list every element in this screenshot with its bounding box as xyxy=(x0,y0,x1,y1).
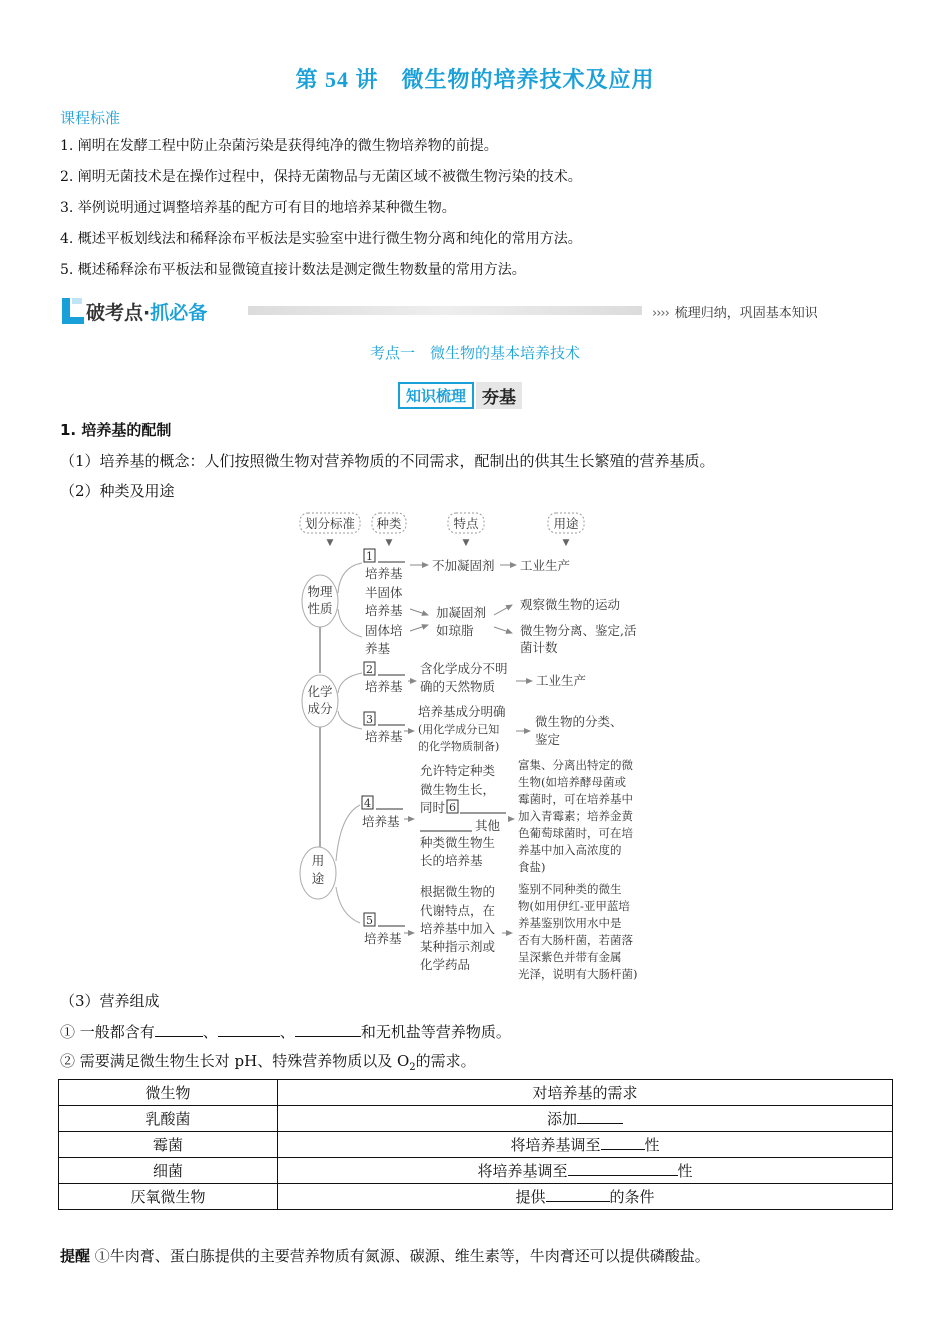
svg-text:养基中加入高浓度的: 养基中加入高浓度的 xyxy=(518,843,622,857)
svg-text:否有大肠杆菌，若菌落: 否有大肠杆菌，若菌落 xyxy=(518,933,633,947)
svg-text:▼: ▼ xyxy=(385,538,393,548)
svg-text:2: 2 xyxy=(366,663,373,676)
node-type-3: 培养基 xyxy=(365,729,403,744)
knowledge-badge-suffix: 夯基 xyxy=(476,382,522,409)
tip-text: ①牛肉膏、蛋白胨提供的主要营养物质有氮源、碳源、维生素等，牛肉膏还可以提供磷酸盐。 xyxy=(94,1247,710,1265)
fill-blank[interactable] xyxy=(568,1161,678,1176)
svg-text:1: 1 xyxy=(366,550,373,563)
svg-text:加凝固剂: 加凝固剂 xyxy=(436,605,487,620)
fill-blank[interactable] xyxy=(218,1022,280,1037)
standard-item: 1. 阐明在发酵工程中防止杂菌污染是获得纯净的微生物培养物的前提。 xyxy=(60,138,498,154)
svg-text:养基: 养基 xyxy=(365,641,391,656)
fill-blank[interactable] xyxy=(155,1022,203,1037)
svg-text:鉴别不同种类的微生: 鉴别不同种类的微生 xyxy=(518,882,622,896)
svg-text:5: 5 xyxy=(366,914,373,927)
svg-text:性质: 性质 xyxy=(307,601,333,616)
fill-blank[interactable] xyxy=(577,1109,623,1124)
svg-text:▼: ▼ xyxy=(462,538,470,548)
section-banner xyxy=(62,296,207,326)
node-type-1: 培养基 xyxy=(365,566,403,581)
svg-text:培养基中加入: 培养基中加入 xyxy=(420,921,496,936)
table-header-cell: 微生物 xyxy=(59,1080,278,1106)
svg-text:6: 6 xyxy=(449,801,456,814)
nutrition-line-1: ① 一般都含有 、 、 和无机盐等营养物质。 xyxy=(60,1023,511,1041)
knowledge-badge xyxy=(398,382,522,408)
fill-blank[interactable] xyxy=(295,1022,361,1037)
svg-text:化学药品: 化学药品 xyxy=(420,957,471,972)
svg-text:观察微生物的运动: 观察微生物的运动 xyxy=(520,597,621,612)
svg-text:根据微生物的: 根据微生物的 xyxy=(420,884,496,899)
section-heading: 1. 培养基的配制 xyxy=(60,421,172,439)
table-header-cell: 对培养基的需求 xyxy=(278,1080,893,1106)
knowledge-badge-label: 知识梳理 xyxy=(398,382,474,409)
svg-text:培养基: 培养基 xyxy=(365,603,403,618)
svg-text:其他: 其他 xyxy=(475,818,501,833)
chevrons-icon: ›››› xyxy=(652,306,669,321)
header-use: 用途 xyxy=(553,516,579,531)
svg-text:养基鉴别饮用水中是: 养基鉴别饮用水中是 xyxy=(518,916,622,930)
svg-text:工业生产: 工业生产 xyxy=(520,558,571,573)
svg-text:的化学物质制备): 的化学物质制备) xyxy=(418,740,500,753)
banner-subtitle xyxy=(652,302,818,321)
svg-text:确的天然物质: 确的天然物质 xyxy=(420,679,496,694)
table-header-row xyxy=(59,1080,893,1106)
paragraph-types: （2）种类及用途 xyxy=(60,482,175,500)
table-row: 细菌 将培养基调至 性 xyxy=(59,1158,893,1184)
svg-text:色葡萄球菌时，可在培: 色葡萄球菌时，可在培 xyxy=(518,826,633,840)
culture-medium-diagram xyxy=(0,505,950,985)
svg-text:呈深紫色并带有金属: 呈深紫色并带有金属 xyxy=(518,950,622,964)
svg-text:菌计数: 菌计数 xyxy=(520,640,558,655)
svg-text:固体培: 固体培 xyxy=(365,623,403,638)
svg-text:4: 4 xyxy=(364,797,371,810)
svg-text:如琼脂: 如琼脂 xyxy=(436,623,474,638)
header-type: 种类 xyxy=(376,516,402,531)
svg-text:鉴定: 鉴定 xyxy=(535,732,561,747)
banner-title-part2: 抓必备 xyxy=(150,301,208,324)
standard-item: 5. 概述稀释涂布平板法和显微镜直接计数法是测定微生物数量的常用方法。 xyxy=(60,262,526,278)
banner-title-part1: 破考点· xyxy=(86,301,151,324)
banner-bracket-icon xyxy=(62,298,82,324)
header-criteria: 划分标准 xyxy=(304,516,356,531)
svg-text:微生物生长，: 微生物生长， xyxy=(420,782,496,797)
svg-text:富集、分离出特定的微: 富集、分离出特定的微 xyxy=(518,758,633,772)
standard-item: 3. 举例说明通过调整培养基的配方可有目的地培养某种微生物。 xyxy=(60,200,456,216)
node-type-4: 培养基 xyxy=(362,814,400,829)
nutrition-line-2: ② 需要满足微生物生长对 pH、特殊营养物质以及 $O_2$的需求。 xyxy=(60,1052,476,1073)
svg-text:微生物的分类、: 微生物的分类、 xyxy=(535,714,623,729)
svg-text:▼: ▼ xyxy=(326,538,334,548)
svg-text:途: 途 xyxy=(311,871,325,886)
standards-heading: 课程标准 xyxy=(60,109,121,127)
svg-text:长的培养基: 长的培养基 xyxy=(420,853,483,868)
svg-text:培养基成分明确: 培养基成分明确 xyxy=(418,704,506,719)
banner-bar xyxy=(248,306,642,315)
requirements-table xyxy=(58,1079,893,1210)
paragraph-concept: （1）培养基的概念：人们按照微生物对营养物质的不同需求，配制出的供其生长繁殖的营养基质。 xyxy=(60,452,715,470)
header-feature: 特点 xyxy=(453,516,479,531)
banner-subtitle-text: 梳理归纳，巩固基本知识 xyxy=(674,306,818,321)
table-row: 霉菌 将培养基调至 性 xyxy=(59,1132,893,1158)
svg-text:物(如用伊红-亚甲蓝培: 物(如用伊红-亚甲蓝培 xyxy=(518,899,630,913)
svg-text:食盐): 食盐) xyxy=(518,860,546,874)
svg-text:物理: 物理 xyxy=(307,584,333,599)
svg-text:工业生产: 工业生产 xyxy=(536,673,587,688)
standard-item: 4. 概述平板划线法和稀释涂布平板法是实验室中进行微生物分离和纯化的常用方法。 xyxy=(60,231,582,247)
page-title: 第 54 讲 微生物的培养技术及应用 xyxy=(295,67,655,92)
svg-text:生物(如培养酵母菌或: 生物(如培养酵母菌或 xyxy=(518,775,626,789)
standard-item: 2. 阐明无菌技术是在操作过程中，保持无菌物品与无菌区域不被微生物污染的技术。 xyxy=(60,169,582,185)
node-type-2: 培养基 xyxy=(365,679,403,694)
svg-text:同时: 同时 xyxy=(420,800,446,815)
svg-text:不加凝固剂: 不加凝固剂 xyxy=(432,558,495,573)
svg-text:含化学成分不明: 含化学成分不明 xyxy=(420,661,508,676)
svg-text:▼: ▼ xyxy=(562,538,570,548)
svg-text:用: 用 xyxy=(311,853,325,868)
svg-text:半固体: 半固体 xyxy=(365,585,403,600)
fill-blank[interactable] xyxy=(546,1187,610,1202)
table-row: 乳酸菌 添加 xyxy=(59,1106,893,1132)
svg-text:微生物分离、鉴定,活: 微生物分离、鉴定,活 xyxy=(520,623,637,638)
svg-text:代谢特点，在: 代谢特点，在 xyxy=(420,903,496,918)
svg-text:光泽，说明有大肠杆菌): 光泽，说明有大肠杆菌) xyxy=(518,967,638,981)
topic-heading: 考点一 微生物的基本培养技术 xyxy=(369,344,580,362)
svg-text:种类微生物生: 种类微生物生 xyxy=(420,835,496,850)
tip-note xyxy=(60,1245,710,1266)
fill-blank[interactable] xyxy=(601,1135,645,1150)
tip-label: 提醒 xyxy=(60,1247,91,1265)
svg-text:3: 3 xyxy=(366,713,373,726)
svg-text:允许特定种类: 允许特定种类 xyxy=(420,763,496,778)
node-type-5: 培养基 xyxy=(364,931,402,946)
svg-text:成分: 成分 xyxy=(307,701,333,716)
paragraph-nutrition: （3）营养组成 xyxy=(60,992,160,1010)
svg-text:(用化学成分已知: (用化学成分已知 xyxy=(418,723,500,736)
svg-text:加入青霉素；培养金黄: 加入青霉素；培养金黄 xyxy=(518,809,633,823)
svg-text:霉菌时，可在培养基中: 霉菌时，可在培养基中 xyxy=(518,792,633,806)
svg-text:某种指示剂或: 某种指示剂或 xyxy=(420,939,496,954)
svg-text:化学: 化学 xyxy=(307,684,333,699)
table-row: 厌氧微生物 提供 的条件 xyxy=(59,1184,893,1210)
